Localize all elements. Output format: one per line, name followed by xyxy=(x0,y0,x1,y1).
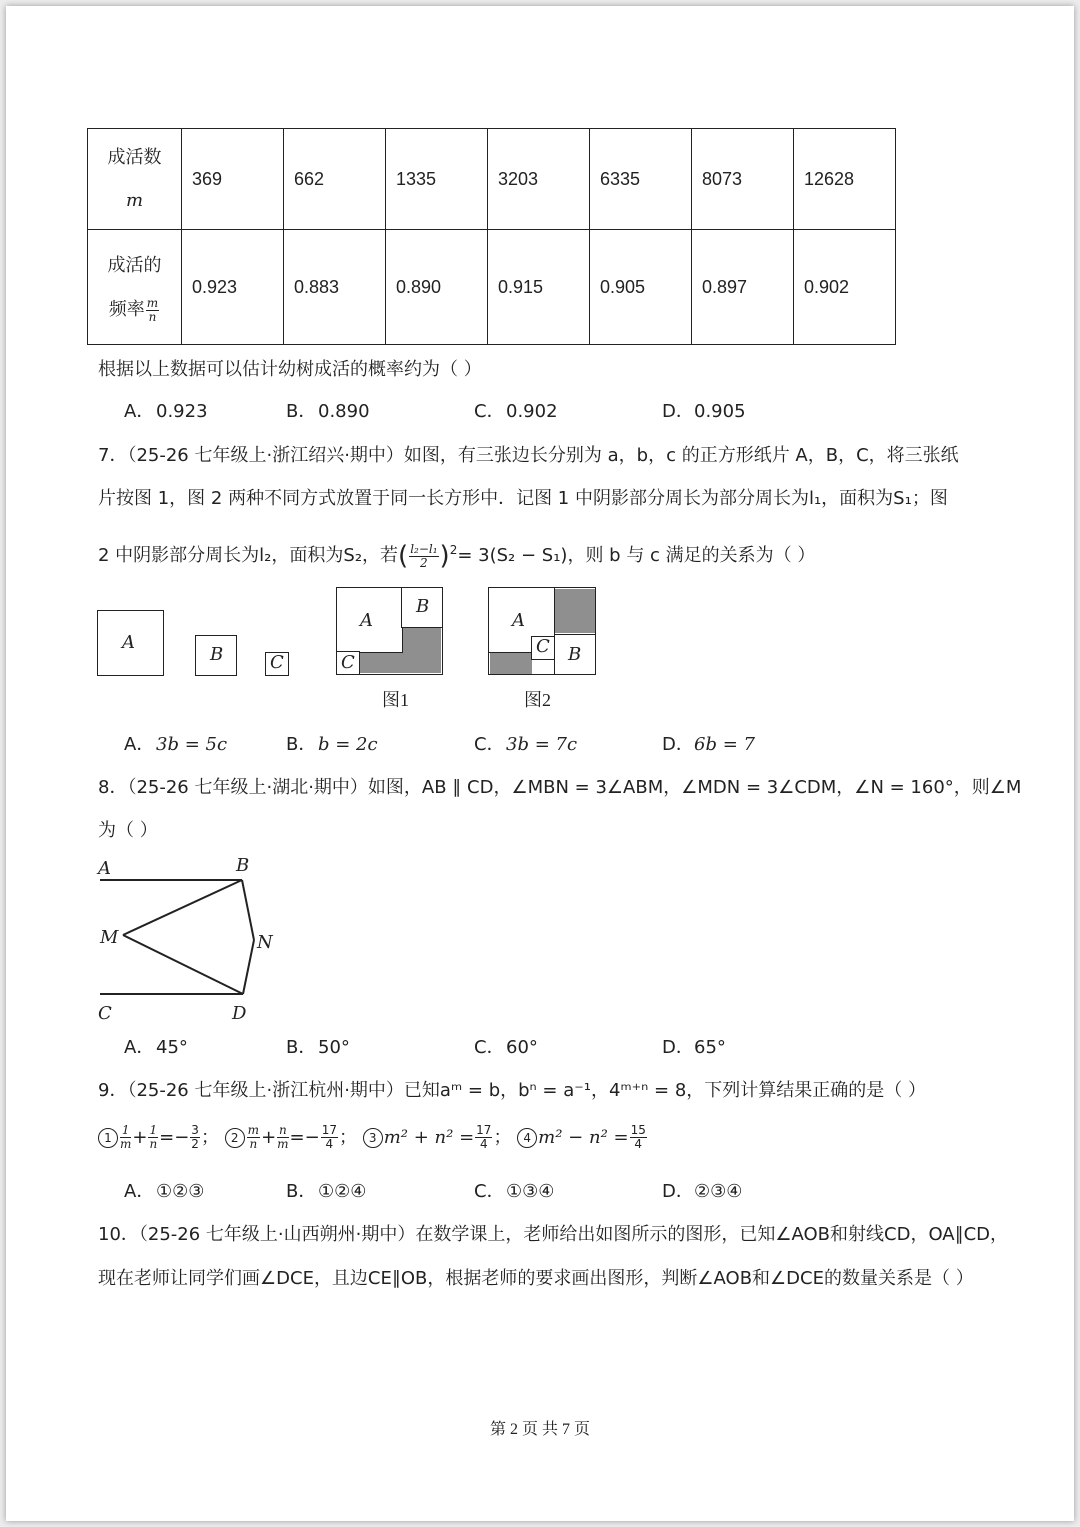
point-n-label: N xyxy=(257,932,273,953)
q6-option-b[interactable]: B．0.890 xyxy=(286,401,370,422)
figure-1-caption: 图1 xyxy=(382,690,409,710)
frequency-table xyxy=(87,128,896,345)
q8-figure xyxy=(92,854,282,1022)
q10-line-2: 现在老师让同学们画∠DCE，且边CE∥OB，根据老师的要求画出图形，判断∠AOB和∠DCE的数量关系是（ ） xyxy=(98,1268,974,1289)
q9-statement-2: 2 $\frac{m}{n}$ + $\frac{n}{m}$ =− $\frac{17}{4}$ ； xyxy=(225,1127,357,1148)
table-cell: 8073 xyxy=(692,129,794,230)
figure-2-caption: 图2 xyxy=(524,690,551,710)
q9-statements xyxy=(98,1124,648,1151)
line-bn xyxy=(242,880,254,940)
table-cell: 0.897 xyxy=(692,230,794,345)
q8-line-1: 8．（25-26 七年级上·湖北·期中）如图，AB ∥ CD，∠MBN = 3∠ABM，∠MDN = 3∠CDM，∠N = 160°，则∠M xyxy=(98,777,1022,798)
table-row xyxy=(88,230,896,345)
q6-stem: 根据以上数据可以估计幼树成活的概率约为（ ） xyxy=(98,359,482,380)
q9-option-d[interactable]: D．②③④ xyxy=(662,1181,743,1202)
q7-option-c[interactable]: C．3b = 7c xyxy=(474,734,578,755)
q8-option-d[interactable]: D．65° xyxy=(662,1037,726,1058)
table-cell: 662 xyxy=(284,129,386,230)
q9-statement-3: 3 m² + n² = $\frac{17}{4}$ ； xyxy=(363,1127,512,1148)
point-d-label: D xyxy=(232,1003,247,1022)
q9-statement-4: 4 m² − n² = $\frac{15}{4}$ xyxy=(517,1127,648,1148)
table-cell: 12628 xyxy=(794,129,896,230)
q9-statement-1: 1 $\frac{1}{m}$ + $\frac{1}{n}$ =− $\frac{3}{2}$ ； xyxy=(98,1127,219,1148)
q9-option-b[interactable]: B．①②④ xyxy=(286,1181,367,1202)
q9-line-1: 9．（25-26 七年级上·浙江杭州·期中）已知aᵐ = b，bⁿ = a⁻¹，4ᵐ⁺ⁿ = 8，下列计算结果正确的是（ ） xyxy=(98,1080,927,1101)
q8-line-2: 为（ ） xyxy=(98,820,158,841)
table-cell: 0.915 xyxy=(488,230,590,345)
table-cell: 1335 xyxy=(386,129,488,230)
square-b-label: B xyxy=(210,644,224,665)
table-cell: 0.902 xyxy=(794,230,896,345)
table-cell: 0.923 xyxy=(182,230,284,345)
point-b-label: B xyxy=(236,855,250,876)
q7-line-3: 2 中阴影部分周长为l₂，面积为S₂，若( $\frac{\text{l₂−l₁}}{2}$ )$^2$= 3(S₂ − S₁)，则 b 与 c 满足的关系为（ ） xyxy=(98,541,816,571)
q7-line-2: 片按图 1，图 2 两种不同方式放置于同一长方形中．记图 1 中阴影部分周长为部分周长为l₁，面积为S₁；图 xyxy=(98,488,948,509)
q6-option-d[interactable]: D．0.905 xyxy=(662,401,746,422)
q7-option-b[interactable]: B．b = 2c xyxy=(286,734,378,755)
q7-option-d[interactable]: D．6b = 7 xyxy=(662,734,755,755)
table-row xyxy=(88,129,896,230)
table-cell: 369 xyxy=(182,129,284,230)
line-bm xyxy=(123,880,242,935)
page-footer: 第 2 页 共 7 页 xyxy=(489,1421,590,1438)
table-row-header: 成活数 m xyxy=(88,129,182,230)
point-c-label: C xyxy=(98,1003,112,1022)
point-a-label: A xyxy=(98,858,111,879)
q9-option-a[interactable]: A．①②③ xyxy=(124,1181,205,1202)
table-row-header: 成活的 频率 $\frac{m}{n}$ xyxy=(88,230,182,345)
line-md xyxy=(123,935,243,994)
document-page: 成活数 m 369 662 1335 3203 6335 8073 12628 成活的 频率 $\frac{m}{n}$ 0.923 0.883 0.890 0.915 0.905 0.897 0.902 根据以上数据可以估计幼树成活的概率约为（ ） A．0.923 B．0.890 C．0.902 D．0.905 7．（25-26 七年级上·浙江绍兴·期中）如图，有三张边长分别为 a，b，c 的正方形纸片 A，B，C，将三张纸 片按图 1，图 2 两种不同方式放置于同一长方形中．记图 1 中阴影部分周长为部分周长为l₁，面积为S₁；图 2 中阴影部分周长为l₂，面积为S₂，若( $\frac{\text{l₂−l₁}}{2}$ )$^2$= 3(S₂ − S₁)，则 b 与 c 满足的关系为（ ） A B C A B C 图1 A B C 图2 A．3b = 5c B．b = 2c C．3b = 7c D．6b = 7 8．（25-26 七年级上·湖北·期中）如图，AB ∥ CD，∠MBN = 3∠ABM，∠MDN = 3∠CDM，∠N = 160°，则∠M 为（ ） A B M N C D A．45° B．50° C．60° D．65° 9．（25-26 七年级上·浙江杭州·期中）已知aᵐ = b，bⁿ = a⁻¹，4ᵐ⁺ⁿ = 8，下列计算结果正确的是（ ） 1 $\frac{1}{m}$ + $\frac{1}{n}$ =− $\frac{3}{2}$ ； 2 $\frac{m}{n}$ + $\frac{n}{m}$ =− $\frac{17}{4}$ ； 3 m² + n² = $\frac{17}{4}$ ； 4 m² − n² = $\frac{15}{4}$ A．①②③ B．①②④ C．①③④ D．②③④ 10．（25-26 七年级上·山西朔州·期中）在数学课上，老师给出如图所示的图形，已知∠AOB和射线CD，OA∥CD， 现在老师让同学们画∠DCE，且边CE∥OB，根据老师的要求画出图形，判断∠AOB和∠DCE的数量关系是（ ） 第 2 页 共 7 页 xyxy=(6,6,1074,1521)
point-m-label: M xyxy=(100,927,119,948)
q8-option-c[interactable]: C．60° xyxy=(474,1037,538,1058)
table-cell: 0.905 xyxy=(590,230,692,345)
q6-option-a[interactable]: A．0.923 xyxy=(124,401,208,422)
table-cell: 3203 xyxy=(488,129,590,230)
q10-line-1: 10．（25-26 七年级上·山西朔州·期中）在数学课上，老师给出如图所示的图形，已知∠AOB和射线CD，OA∥CD， xyxy=(98,1224,1009,1245)
square-a-label: A xyxy=(122,632,135,653)
square-c-label: C xyxy=(270,652,284,673)
line-nd xyxy=(243,940,254,994)
q6-option-c[interactable]: C．0.902 xyxy=(474,401,558,422)
q8-option-a[interactable]: A．45° xyxy=(124,1037,188,1058)
table-cell: 0.883 xyxy=(284,230,386,345)
q7-line-1: 7．（25-26 七年级上·浙江绍兴·期中）如图，有三张边长分别为 a，b，c 的正方形纸片 A，B，C，将三张纸 xyxy=(98,445,959,466)
table-cell: 0.890 xyxy=(386,230,488,345)
q7-option-a[interactable]: A．3b = 5c xyxy=(124,734,228,755)
q9-option-c[interactable]: C．①③④ xyxy=(474,1181,555,1202)
q8-option-b[interactable]: B．50° xyxy=(286,1037,350,1058)
table-cell: 6335 xyxy=(590,129,692,230)
